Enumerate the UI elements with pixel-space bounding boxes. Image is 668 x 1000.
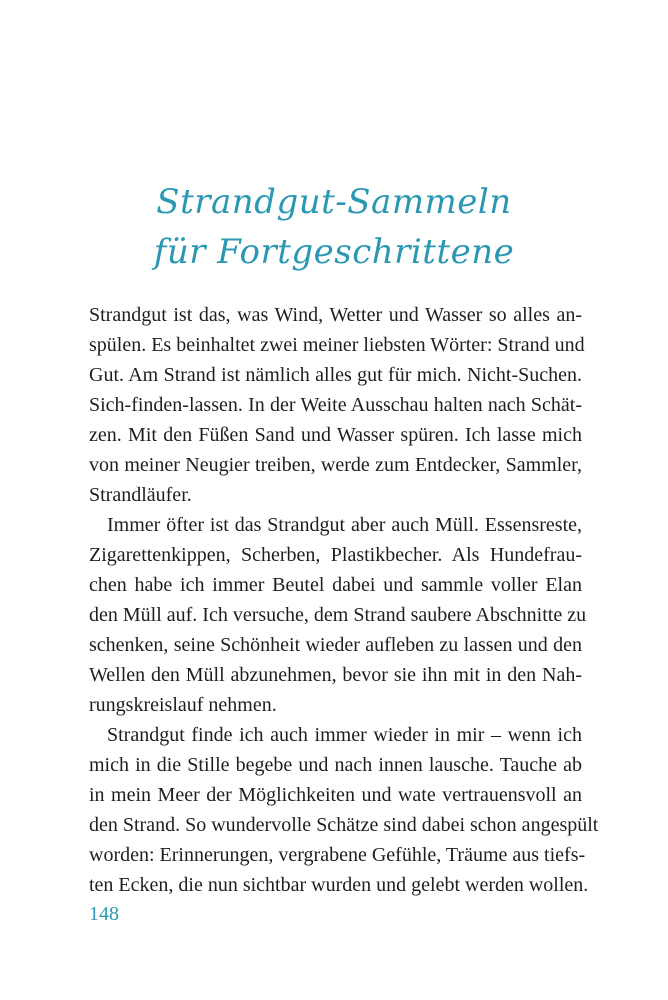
page-number: 148 — [89, 903, 119, 925]
text-line: worden: Erinnerungen, vergrabene Gefühle, Träume aus tiefs- — [89, 844, 586, 866]
chapter-title-line-1: Strandgut-Sammeln — [156, 182, 512, 222]
text-line: Sich-finden-lassen. In der Weite Ausschau halten nach Schät- — [89, 394, 582, 416]
text-line: Strandläufer. — [89, 484, 192, 506]
text-line: rungskreislauf nehmen. — [89, 694, 277, 716]
text-line: den Strand. So wundervolle Schätze sind dabei schon angespült — [89, 814, 599, 836]
text-line: Wellen den Müll abzunehmen, bevor sie ihn mit in den Nah- — [89, 664, 582, 686]
text-line: in mein Meer der Möglichkeiten und wate vertrauensvoll an — [89, 784, 582, 806]
text-line: mich in die Stille begebe und nach innen lausche. Tauche ab — [89, 754, 582, 776]
text-line: schenken, seine Schönheit wieder aufleben zu lassen und den — [89, 634, 582, 656]
text-line: Gut. Am Strand ist nämlich alles gut für mich. Nicht-Suchen. — [89, 364, 582, 386]
text-line: ten Ecken, die nun sichtbar wurden und gelebt werden wollen. — [89, 874, 589, 896]
chapter-title-line-2: für Fortgeschrittene — [153, 232, 515, 272]
text-line: Strandgut finde ich auch immer wieder in mir – wenn ich — [107, 724, 582, 746]
text-line: Strandgut ist das, was Wind, Wetter und Wasser so alles an- — [89, 304, 582, 326]
text-line: spülen. Es beinhaltet zwei meiner liebsten Wörter: Strand und — [89, 334, 585, 356]
text-line: chen habe ich immer Beutel dabei und sammle voller Elan — [89, 574, 582, 596]
text-line: von meiner Neugier treiben, werde zum Entdecker, Sammler, — [89, 454, 582, 476]
text-line: Immer öfter ist das Strandgut aber auch Müll. Essensreste, — [107, 514, 582, 536]
text-line: Zigarettenkippen, Scherben, Plastikbecher. Als Hundefrau- — [89, 544, 582, 566]
text-line: zen. Mit den Füßen Sand und Wasser spüren. Ich lasse mich — [89, 424, 582, 446]
text-line: den Müll auf. Ich versuche, dem Strand saubere Abschnitte zu — [89, 604, 587, 626]
